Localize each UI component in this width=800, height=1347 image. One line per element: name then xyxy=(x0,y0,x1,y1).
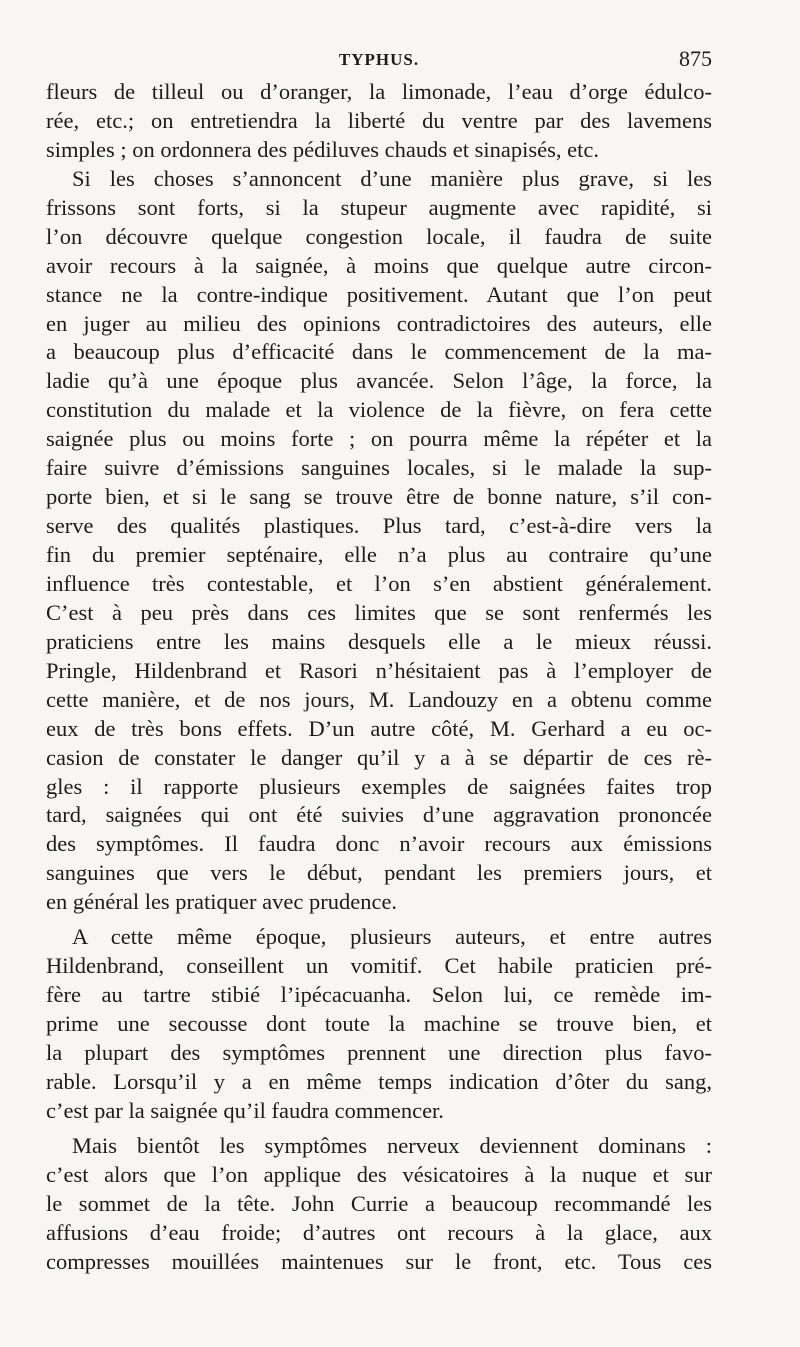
text-line: ladie qu’à une époque plus avancée. Selon l’âge, la force, la xyxy=(46,368,712,394)
text-line: serve des qualités plastiques. Plus tard, c’est-à-dire vers la xyxy=(46,513,712,539)
running-title: TYPHUS. xyxy=(338,50,420,69)
text-line: casion de constater le danger qu’il y a à se départir de ces rè- xyxy=(46,744,712,770)
text-line: C’est à peu près dans ces limites que se sont renfermés les xyxy=(46,599,712,625)
text-line: fleurs de tilleul ou d’oranger, la limonade, l’eau d’orge édulco- xyxy=(46,79,712,104)
text-line: a beaucoup plus d’efficacité dans le commencement de la ma- xyxy=(46,339,712,365)
text-line: rée, etc.; on entretiendra la liberté du ventre par des lavemens xyxy=(46,107,712,133)
text-line: fin du premier septénaire, elle n’a plus au contraire qu’une xyxy=(46,542,712,567)
text-line: sanguines que vers le début, pendant les premiers jours, et xyxy=(46,860,712,886)
text-line: Hildenbrand, conseillent un vomitif. Cet habile praticien pré- xyxy=(46,953,712,979)
text-line: c’est par la saignée qu’il faudra commencer. xyxy=(46,1097,444,1123)
text-line: l’on découvre quelque congestion locale, il faudra de suite xyxy=(46,223,712,249)
text-line: tard, saignées qui ont été suivies d’une aggravation prononcée xyxy=(46,802,712,828)
text-line: frissons sont forts, si la stupeur augmente avec rapidité, si xyxy=(46,194,712,220)
text-line: compresses mouillées maintenues sur le front, etc. Tous ces xyxy=(46,1248,712,1274)
text-line: fère au tartre stibié l’ipécacuanha. Selon lui, ce remède im- xyxy=(46,982,712,1008)
text-line: en général les pratiquer avec prudence. xyxy=(46,889,398,915)
text-line: eux de très bons effets. D’un autre côté, M. Gerhard a eu oc- xyxy=(46,715,712,741)
text-line: la plupart des symptômes prennent une direction plus favo- xyxy=(46,1039,712,1065)
text-line: prime une secousse dont toute la machine se trouve bien, et xyxy=(46,1011,712,1036)
page-number: 875 xyxy=(679,46,712,71)
text-line: stance ne la contre-indique positivement. Autant que l’on peut xyxy=(46,281,712,307)
text-line: rable. Lorsqu’il y a en même temps indication d’ôter du sang, xyxy=(46,1068,712,1094)
text-line: influence très contestable, et l’on s’en abstient généralement. xyxy=(46,570,712,596)
text-line: Pringle, Hildenbrand et Rasori n’hésitaient pas à l’employer de xyxy=(46,657,712,683)
text-line: c’est alors que l’on applique des vésicatoires à la nuque et sur xyxy=(46,1161,712,1187)
text-line: constitution du malade et la violence de la fièvre, on fera cette xyxy=(46,397,712,423)
text-line: affusions d’eau froide; d’autres ont recours à la glace, aux xyxy=(46,1219,712,1245)
text-line: avoir recours à la saignée, à moins que quelque autre circon- xyxy=(46,252,712,278)
text-line: faire suivre d’émissions sanguines locales, si le malade la sup- xyxy=(46,455,712,481)
text-line: Mais bientôt les symptômes nerveux deviennent dominans : xyxy=(72,1132,712,1158)
text-line: A cette même époque, plusieurs auteurs, et entre autres xyxy=(72,924,712,950)
page-header xyxy=(46,46,712,76)
text-line: en juger au milieu des opinions contradictoires des auteurs, elle xyxy=(46,310,712,336)
text-line: cette manière, et de nos jours, M. Landouzy en a obtenu comme xyxy=(46,686,712,712)
text-line: gles : il rapporte plusieurs exemples de saignées faites trop xyxy=(46,773,712,799)
body-text xyxy=(46,78,712,1276)
text-line: praticiens entre les mains desquels elle a le mieux réussi. xyxy=(46,628,712,654)
text-line: des symptômes. Il faudra donc n’avoir recours aux émissions xyxy=(46,831,712,857)
text-line: porte bien, et si le sang se trouve être de bonne nature, s’il con- xyxy=(46,484,712,510)
text-line: simples ; on ordonnera des pédiluves chauds et sinapisés, etc. xyxy=(46,136,599,162)
text-line: saignée plus ou moins forte ; on pourra même la répéter et la xyxy=(46,426,712,452)
text-line: Si les choses s’annoncent d’une manière plus grave, si les xyxy=(72,165,712,191)
text-line: le sommet de la tête. John Currie a beaucoup recommandé les xyxy=(46,1190,712,1216)
